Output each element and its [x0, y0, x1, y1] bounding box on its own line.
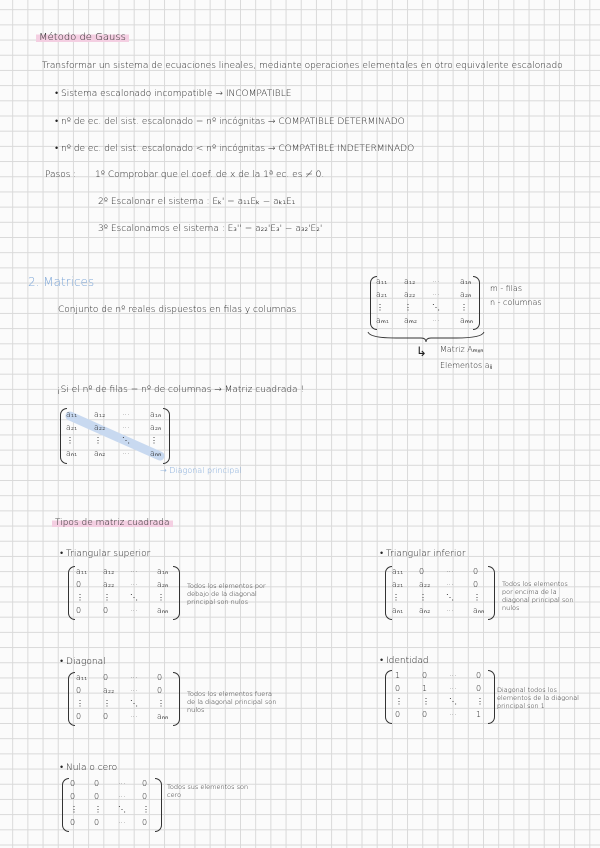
matrix-cell: a₁₁: [376, 277, 388, 286]
matrix-cell: a₂₁: [66, 423, 78, 432]
matrix-cell: a₂ₙ: [157, 580, 169, 589]
matrix-cell: 0: [94, 818, 100, 827]
right-bracket: [163, 408, 170, 464]
matrix-cell: 0: [76, 606, 82, 615]
matrix-cell: 0: [142, 818, 148, 827]
matrix-cell: ···: [446, 567, 454, 576]
triangular-superior-label: • Triangular superior: [60, 549, 151, 559]
matrix-cell: 0: [94, 792, 100, 801]
right-bracket: [473, 276, 480, 330]
matrix-cell: 0: [476, 684, 482, 693]
matrix-cell: aₙ₁: [66, 449, 78, 458]
matrix-cell: aₘ₂: [404, 316, 418, 325]
paso-1: 1º Comprobar que el coef. de x de la 1ª ec. es ≠ 0.: [95, 170, 325, 180]
left-bracket: [385, 566, 392, 620]
matrix-cell: ···: [130, 580, 138, 589]
matrix-cell: a₁₁: [76, 567, 88, 576]
matrix-cell: ···: [432, 290, 440, 299]
matrix-cell: a₁₁: [392, 567, 404, 576]
matrix-cell: a₁ₙ: [460, 277, 472, 286]
triangular-inferior-label: • Triangular inferior: [380, 549, 466, 559]
matrix-cell: ···: [449, 684, 457, 693]
matrix-cell: 0: [76, 580, 82, 589]
matrix-cell: ···: [118, 792, 126, 801]
matrix-cell: ⋮: [419, 593, 427, 602]
matrix-cell: aₙₙ: [157, 606, 169, 615]
matrix-cell: ⋮: [476, 697, 484, 706]
matrix-cell: ⋮: [157, 593, 165, 602]
matrix-cell: 0: [103, 712, 109, 721]
paso-2: 2º Escalonar el sistema : Eₖ' = a₁₁Eₖ − aₖ₁E₁: [98, 197, 296, 207]
identidad-matrix: [385, 670, 495, 724]
gauss-bullet-determinado: • nº de ec. del sist. escalonado = nº incógnitas → COMPATIBLE DETERMINADO: [55, 117, 405, 127]
matrix-cell: 0: [76, 712, 82, 721]
matrix-cell: ···: [122, 410, 130, 419]
matrix-cell: 0: [476, 671, 482, 680]
matrix-cell: ···: [130, 567, 138, 576]
diagonal-note: Todos los elementos fuera de la diagonal principal son nulos: [187, 690, 277, 714]
gauss-title: Método de Gauss: [36, 32, 129, 43]
matrix-cell: ···: [446, 606, 454, 615]
matrix-cell: ⋱: [122, 436, 130, 445]
matrix-cell: ···: [130, 606, 138, 615]
matrix-cell: aₘₙ: [460, 316, 474, 325]
matrix-cell: ⋮: [94, 436, 102, 445]
right-bracket: [155, 778, 162, 832]
square-matrix-rule: ¡Si el nº de filas = nº de columnas → Matriz cuadrada !: [57, 385, 305, 395]
matrix-cell: 0: [157, 673, 163, 682]
triangular-superior-matrix: [68, 566, 180, 620]
matrix-cell: ⋮: [422, 697, 430, 706]
matrix-cell: a₁₂: [404, 277, 416, 286]
triangular-superior-note: Todos los elementos por debajo de la diagonal principal son nulos: [187, 582, 266, 606]
matrix-cell: ⋮: [66, 436, 74, 445]
matrix-cell: ⋮: [142, 805, 150, 814]
matrix-cell: 0: [70, 818, 76, 827]
gauss-bullet-incompatible: • Sistema escalonado incompatible → INCOMPATIBLE: [55, 89, 292, 99]
matrix-cell: ⋮: [395, 697, 403, 706]
matrix-cell: a₁₁: [66, 410, 78, 419]
matrix-cell: ⋱: [446, 593, 454, 602]
matrix-cell: a₁ₙ: [157, 567, 169, 576]
matrix-cell: a₁₁: [76, 673, 88, 682]
matrix-cell: ···: [122, 423, 130, 432]
matrix-cell: ···: [118, 779, 126, 788]
right-bracket: [488, 566, 495, 620]
matrix-cell: 0: [70, 779, 76, 788]
triangular-inferior-note: Todos los elementos por encima de la diagonal principal son nulos: [502, 580, 574, 612]
nula-label: • Nula o cero: [60, 763, 118, 773]
left-bracket: [68, 672, 75, 726]
matrix-cell: ⋱: [449, 697, 457, 706]
matrix-cell: ⋮: [103, 699, 111, 708]
matrix-cell: 0: [70, 792, 76, 801]
matrix-cell: ⋮: [76, 699, 84, 708]
identidad-note: Diagonal todos los elementos de la diagonal principal son 1: [497, 686, 579, 710]
matrix-cell: aₙₙ: [157, 712, 169, 721]
matrix-cell: 1: [395, 671, 401, 680]
general-matrix: [370, 276, 480, 330]
matrix-cell: ···: [130, 686, 138, 695]
matrix-cell: ⋱: [130, 593, 138, 602]
matrix-cell: ···: [130, 673, 138, 682]
matrix-cell: 0: [142, 779, 148, 788]
matrix-cell: ···: [130, 712, 138, 721]
diagonal-principal-label: → Diagonal principal: [160, 466, 242, 475]
matrix-cell: a₂₂: [404, 290, 416, 299]
matrix-cell: ···: [432, 316, 440, 325]
identidad-label: • Identidad: [380, 656, 429, 666]
matrix-cell: ⋱: [130, 699, 138, 708]
matrix-cell: 0: [76, 686, 82, 695]
matrix-cell: aₙₙ: [150, 449, 162, 458]
triangular-inferior-matrix: [385, 566, 495, 620]
matrix-cell: aₘ₁: [376, 316, 390, 325]
matrix-cell: 0: [395, 710, 401, 719]
diagonal-matrix: [68, 672, 180, 726]
matrix-cell: a₂₂: [94, 423, 106, 432]
matrix-cell: 1: [422, 684, 428, 693]
paso-3: 3º Escalonamos el sistema : E₃'' = a₂₂'E₃' − a₃₂'E₂': [98, 224, 323, 234]
matrix-cell: ···: [449, 671, 457, 680]
matrix-cell: ···: [118, 818, 126, 827]
arrow-mark: ↳: [416, 345, 427, 360]
matrix-size-label: Matriz Aₘₓₙ: [440, 345, 484, 354]
square-matrix: [60, 408, 170, 464]
matrix-cell: 0: [142, 792, 148, 801]
matrix-cell: 0: [422, 710, 428, 719]
matrix-cell: ⋱: [432, 303, 440, 312]
nula-note: Todos sus elementos son cero: [167, 783, 249, 799]
matrix-cell: aₙ₂: [419, 606, 431, 615]
matrix-cell: 0: [422, 671, 428, 680]
matrix-cell: 0: [473, 567, 479, 576]
matrix-cell: ⋮: [103, 593, 111, 602]
matrix-cell: ···: [446, 580, 454, 589]
matrices-definition: Conjunto de nº reales dispuestos en filas y columnas: [58, 305, 297, 315]
matrix-cell: a₂₁: [392, 580, 404, 589]
right-bracket: [488, 670, 495, 724]
matrix-cell: ⋮: [150, 436, 158, 445]
matrix-cell: ⋮: [70, 805, 78, 814]
matrix-cell: a₂₁: [376, 290, 388, 299]
columns-label: n - columnas: [490, 298, 542, 307]
matrix-cell: ⋮: [157, 699, 165, 708]
matrix-cell: aₙ₁: [392, 606, 404, 615]
diagonal-label: • Diagonal: [60, 657, 106, 667]
gauss-bullet-indeterminado: • nº de ec. del sist. escalonado < nº incógnitas → COMPATIBLE INDETERMINADO: [55, 144, 415, 154]
matrix-cell: ⋱: [118, 805, 126, 814]
matrix-cell: ⋮: [460, 303, 468, 312]
matrix-cell: a₁₂: [94, 410, 106, 419]
matrix-cell: a₂₂: [103, 686, 115, 695]
matrix-cell: ···: [122, 449, 130, 458]
matrix-cell: ⋮: [392, 593, 400, 602]
pasos-label: Pasos :: [45, 170, 77, 180]
left-bracket: [68, 566, 75, 620]
matrix-cell: ⋮: [404, 303, 412, 312]
matrix-cell: 1: [476, 710, 482, 719]
left-bracket: [62, 778, 69, 832]
matrix-underbrace: [366, 330, 486, 344]
matrix-cell: a₂₂: [103, 580, 115, 589]
nula-matrix: [62, 778, 162, 832]
matrix-cell: ⋮: [473, 593, 481, 602]
matrix-cell: 0: [103, 606, 109, 615]
matrix-cell: 0: [157, 686, 163, 695]
matrix-cell: ⋮: [76, 593, 84, 602]
rows-label: m - filas: [490, 284, 523, 293]
matrix-cell: ⋮: [94, 805, 102, 814]
matrix-cell: ···: [432, 277, 440, 286]
matrix-cell: 0: [94, 779, 100, 788]
left-bracket: [385, 670, 392, 724]
matrix-cell: 0: [395, 684, 401, 693]
matrix-cell: 0: [473, 580, 479, 589]
matrices-title: 2. Matrices: [28, 275, 95, 289]
matrix-cell: aₙ₂: [94, 449, 106, 458]
matrix-cell: a₂ₙ: [460, 290, 472, 299]
tipos-title: Tipos de matriz cuadrada: [52, 518, 173, 528]
matrix-cell: a₂ₙ: [150, 423, 162, 432]
matrix-cell: ⋮: [376, 303, 384, 312]
matrix-cell: a₁ₙ: [150, 410, 162, 419]
matrix-cell: ···: [449, 710, 457, 719]
matrix-elements-label: Elementos aᵢⱼ: [440, 361, 493, 370]
matrix-cell: 0: [419, 567, 425, 576]
matrix-cell: a₂₂: [419, 580, 431, 589]
right-bracket: [173, 566, 180, 620]
matrix-cell: aₙₙ: [473, 606, 485, 615]
right-bracket: [173, 672, 180, 726]
gauss-intro: Transformar un sistema de ecuaciones lineales, mediante operaciones elementales en otro equivalente escalonado: [42, 61, 563, 71]
matrix-cell: a₁₂: [103, 567, 115, 576]
matrix-cell: 0: [103, 673, 109, 682]
